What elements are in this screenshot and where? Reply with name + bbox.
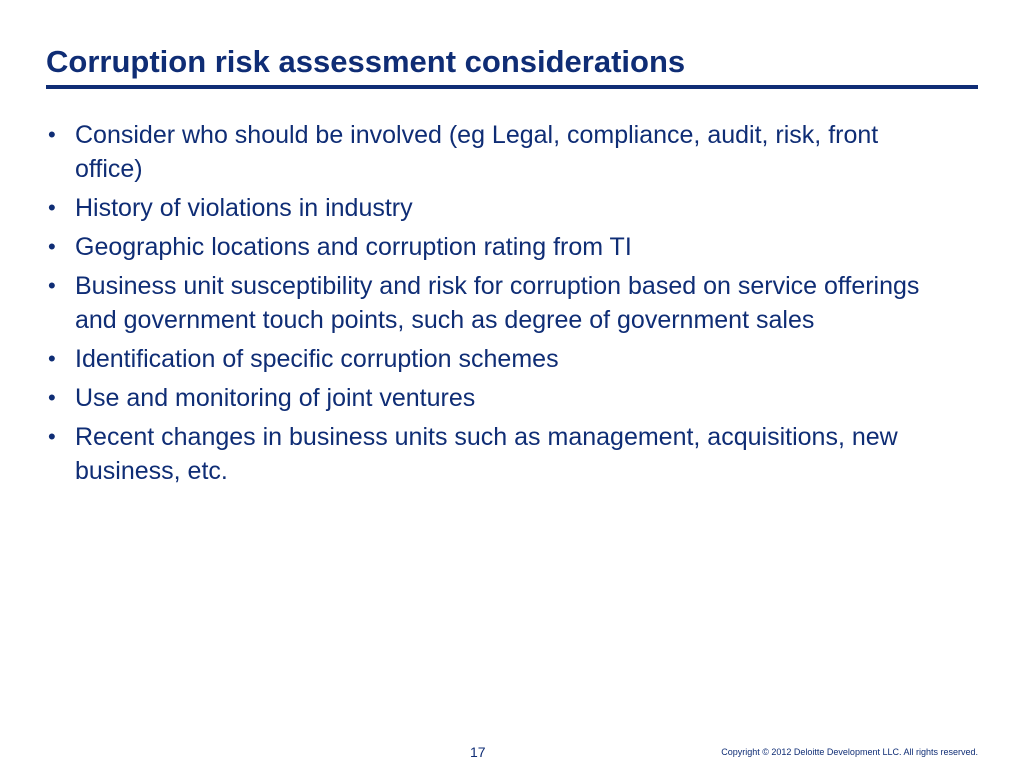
bullet-icon: •: [48, 424, 56, 449]
slide-title: Corruption risk assessment considerations: [46, 44, 686, 79]
bullet-text: Business unit susceptibility and risk for corruption based on service offerings and government touch points, such as degree of government sales: [75, 272, 920, 334]
bullet-item: [46, 230, 946, 264]
title-underline: [46, 85, 978, 89]
bullet-text: History of violations in industry: [75, 194, 413, 222]
bullet-icon: •: [48, 234, 56, 259]
page-number: 17: [470, 744, 486, 760]
bullet-text: Recent changes in business units such as management, acquisitions, new business, etc.: [75, 423, 898, 485]
bullet-icon: •: [48, 385, 56, 410]
bullet-icon: •: [48, 195, 56, 220]
bullet-icon: •: [48, 346, 56, 371]
bullet-text: Use and monitoring of joint ventures: [75, 384, 476, 412]
bullet-item: [46, 420, 946, 488]
bullet-item: [46, 381, 946, 415]
bullet-text: Identification of specific corruption schemes: [75, 345, 559, 373]
bullet-text: Geographic locations and corruption rating from TI: [75, 233, 632, 261]
bullet-icon: •: [48, 273, 56, 298]
bullet-item: [46, 191, 946, 225]
bullet-list: [46, 118, 946, 493]
bullet-text: Consider who should be involved (eg Legal, compliance, audit, risk, front office): [75, 121, 879, 183]
copyright-notice: Copyright © 2012 Deloitte Development LLC. All rights reserved.: [721, 747, 978, 757]
bullet-item: [46, 269, 946, 337]
bullet-item: [46, 342, 946, 376]
bullet-item: [46, 118, 946, 186]
bullet-icon: •: [48, 122, 56, 147]
